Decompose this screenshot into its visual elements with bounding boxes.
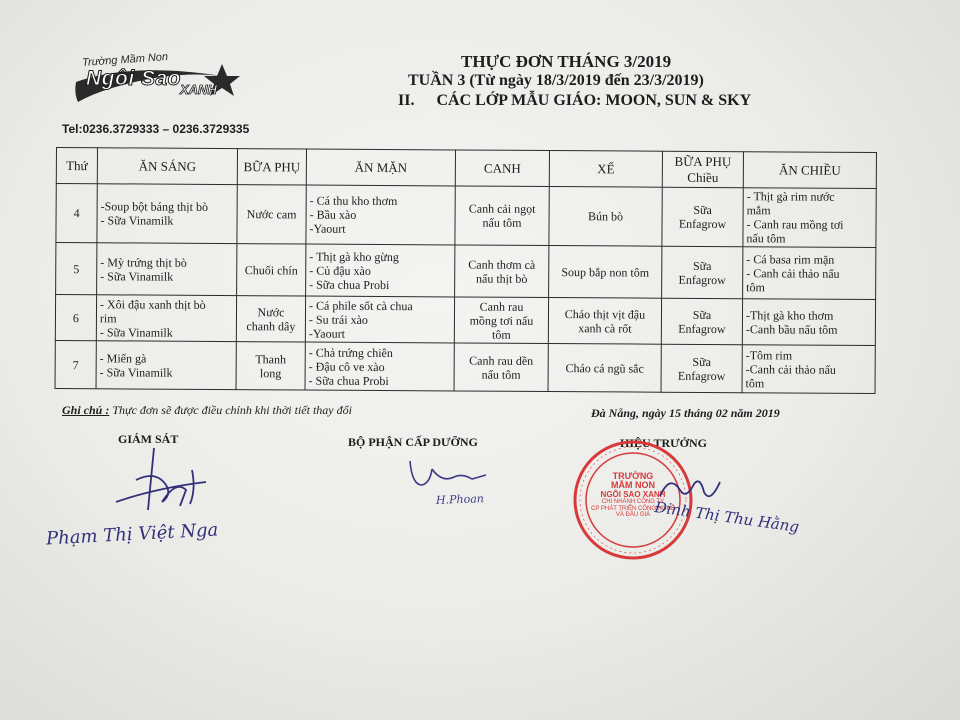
cell-bua-phu xyxy=(237,185,306,245)
cell-line: Sữa xyxy=(692,307,712,322)
cell-line: long xyxy=(259,365,282,381)
school-logo xyxy=(72,51,250,106)
cell-line: Sữa xyxy=(693,202,712,218)
cell-an-chieu xyxy=(742,299,875,346)
table-header-row xyxy=(56,148,876,189)
kitchen-signature-icon xyxy=(402,455,492,495)
cell-an-man xyxy=(306,244,455,297)
cell-line: Bún bò xyxy=(588,209,624,224)
cell-bua-phu-chieu xyxy=(661,298,742,344)
header-an-man: ĂN MẶN xyxy=(306,149,455,186)
cell-bua-phu xyxy=(236,296,305,342)
supervisor-title: GIÁM SÁT xyxy=(118,432,179,446)
cell-line: - Sữa chua Probi xyxy=(309,277,390,292)
supervisor-name: Phạm Thị Việt Nga xyxy=(45,519,219,550)
cell-line: mắm xyxy=(746,203,771,218)
note-text: Thực đơn sẽ được điều chỉnh khi thời tiết thay đổi xyxy=(112,403,352,417)
cell-line: - Đậu cô ve xào xyxy=(308,359,385,374)
cell-line: -Yaourt xyxy=(309,221,346,236)
table-row xyxy=(55,341,875,394)
cell-line: nấu tôm xyxy=(482,215,522,230)
header-thu: Thứ xyxy=(56,148,97,184)
cell-line: Canh thơm cà xyxy=(468,257,536,272)
cell-line: -Canh bầu nấu tôm xyxy=(745,321,838,337)
issue-date: Đà Nẵng, ngày 15 tháng 02 năm 2019 xyxy=(591,406,780,420)
principal-name: Đinh Thị Thu Hằng xyxy=(653,497,801,537)
cell-line: -Soup bột báng thịt bò xyxy=(100,199,209,214)
cell-thu: 5 xyxy=(56,243,97,295)
cell-line: Nước xyxy=(257,304,285,319)
cell-line: - Bầu xào xyxy=(309,207,357,222)
cell-line: rim xyxy=(99,310,117,325)
cell-line: Cháo thịt vịt đậu xyxy=(564,306,646,322)
cell-line: - Sữa Vinamilk xyxy=(99,364,173,380)
cell-an-sang xyxy=(96,341,236,390)
stamp-line1: TRƯỜNG xyxy=(612,471,654,481)
cell-line: Enfagrow xyxy=(677,368,726,383)
section-number: II. xyxy=(398,92,415,109)
cell-thu: 7 xyxy=(55,341,96,389)
kitchen-title: BỘ PHẬN CẤP DƯỠNG xyxy=(348,435,478,449)
note xyxy=(62,403,352,418)
cell-an-chieu xyxy=(743,188,876,248)
cell-line: - Cá thu kho thơm xyxy=(309,193,398,209)
cell-line: -Thịt gà kho thơm xyxy=(745,307,834,323)
cell-an-sang xyxy=(97,184,237,244)
cell-line: - Canh cải thảo nấu xyxy=(746,265,840,281)
cell-bua-phu-chieu xyxy=(662,187,743,247)
cell-line: Sữa xyxy=(692,354,711,369)
cell-line: Canh rau dền xyxy=(469,353,534,368)
cell-xe xyxy=(549,246,662,299)
cell-line: Canh rau xyxy=(479,299,524,314)
cell-line: - Cá phile sốt cà chua xyxy=(308,298,413,313)
cell-line: - Miến gà xyxy=(99,350,147,366)
supervisor-signature-icon xyxy=(96,440,216,520)
cell-line: chanh dây xyxy=(246,318,296,334)
header-canh: CANH xyxy=(455,150,549,187)
cell-line: nấu tôm xyxy=(481,367,521,382)
cell-line: - Sữa chua Probi xyxy=(308,373,389,388)
cell-line: - Su trái xào xyxy=(308,312,368,327)
cell-thu: 6 xyxy=(55,295,96,341)
cell-an-chieu xyxy=(742,345,875,394)
cell-xe xyxy=(548,298,661,345)
logo-top-text: Trường Mầm Non xyxy=(81,51,169,69)
cell-an-sang xyxy=(96,295,236,342)
stamp-line5: CP PHÁT TRIỂN CÔNG NGHỆ xyxy=(590,505,675,512)
cell-line: - Thịt gà rim nước xyxy=(746,189,835,204)
cell-line: nấu thịt bò xyxy=(475,271,528,286)
cell-line: Soup bắp non tôm xyxy=(561,264,650,280)
cell-bua-phu xyxy=(237,244,306,296)
cell-line: - Chả trứng chiên xyxy=(308,345,393,360)
cell-line: Enfagrow xyxy=(678,321,726,336)
kitchen-name: H.Phoan xyxy=(435,492,485,507)
cell-line: Cháo cá ngũ sắc xyxy=(565,360,644,376)
cell-line: tôm xyxy=(746,279,765,294)
stamp-line6: VÀ ĐẦU GIÁ xyxy=(615,511,651,518)
phone-numbers: Tel:0236.3729333 – 0236.3729335 xyxy=(62,122,250,136)
cell-an-man xyxy=(305,296,454,343)
table-row xyxy=(55,295,875,346)
header-an-sang: ĂN SÁNG xyxy=(97,148,237,185)
cell-line: -Tôm rim xyxy=(745,347,793,363)
cell-line: - Sữa Vinamilk xyxy=(100,213,174,228)
menu-table xyxy=(55,147,877,394)
cell-an-chieu xyxy=(743,247,876,300)
cell-canh xyxy=(455,245,549,298)
cell-line: Nước cam xyxy=(246,207,297,222)
cell-an-sang xyxy=(97,243,237,296)
section-heading xyxy=(398,92,751,110)
section-title: CÁC LỚP MẪU GIÁO: MOON, SUN & SKY xyxy=(436,92,752,109)
stamp-line4: CHI NHÁNH CÔNG TY xyxy=(601,499,665,506)
header-bua-phu: BỮA PHỤ xyxy=(237,149,306,185)
cell-line: Enfagrow xyxy=(678,272,726,287)
table-row xyxy=(56,184,876,248)
cell-line: xanh cà rốt xyxy=(578,320,632,336)
stamp-line3: NGÔI SAO XANH xyxy=(600,489,666,499)
cell-line: - Cá basa rim mặn xyxy=(746,251,835,267)
stamp-line2: MẦM NON xyxy=(611,480,655,491)
table-row xyxy=(56,243,876,300)
logo-sub-text: XANH xyxy=(180,82,217,97)
cell-an-man xyxy=(306,185,455,245)
cell-line: nấu tôm xyxy=(746,231,786,246)
principal-title: HIỆU TRƯỞNG xyxy=(620,436,708,450)
cell-bua-phu-chieu xyxy=(662,246,743,298)
cell-line: - Mỳ trứng thịt bò xyxy=(100,254,187,270)
cell-line: - Xôi đậu xanh thịt bò xyxy=(99,296,206,312)
cell-bua-phu-chieu xyxy=(661,344,742,392)
cell-line: - Canh rau mồng tơi xyxy=(746,217,844,232)
cell-line: Chuối chín xyxy=(244,262,298,278)
cell-line: Enfagrow xyxy=(678,216,727,232)
cell-canh xyxy=(454,297,548,344)
cell-line: Sữa xyxy=(692,258,712,273)
menu-title: THỰC ĐƠN THÁNG 3/2019 xyxy=(461,52,672,71)
cell-line: Canh cải ngọt xyxy=(468,201,536,216)
cell-canh xyxy=(455,186,549,246)
cell-line: mồng tơi nấu xyxy=(469,313,534,328)
cell-line: Thanh xyxy=(255,351,287,367)
cell-canh xyxy=(454,343,548,392)
cell-xe xyxy=(549,187,662,247)
logo-main-text: Ngôi Sao xyxy=(86,67,182,90)
cell-line: - Củ đậu xào xyxy=(309,263,371,278)
cell-an-man xyxy=(305,342,454,391)
cell-xe xyxy=(548,344,661,393)
cell-bua-phu xyxy=(236,342,305,390)
cell-line: - Sữa Vinamilk xyxy=(100,268,174,284)
header-an-chieu: ĂN CHIỀU xyxy=(743,152,876,189)
cell-line: tôm xyxy=(745,375,765,390)
cell-line: -Yaourt xyxy=(308,326,346,341)
header-bua-phu-chieu: BỮA PHỤ Chiều xyxy=(662,151,743,187)
week-range: TUẦN 3 (Từ ngày 18/3/2019 đến 23/3/2019) xyxy=(408,72,704,89)
note-label: Ghi chú : xyxy=(62,403,110,417)
cell-line: tôm xyxy=(491,327,511,342)
cell-line: - Sữa Vinamilk xyxy=(99,324,173,340)
header-xe: XẾ xyxy=(549,151,662,188)
cell-line: - Thịt gà kho gừng xyxy=(309,249,399,264)
cell-line: -Canh cải thảo nấu xyxy=(745,361,837,377)
cell-thu: 4 xyxy=(56,184,97,243)
